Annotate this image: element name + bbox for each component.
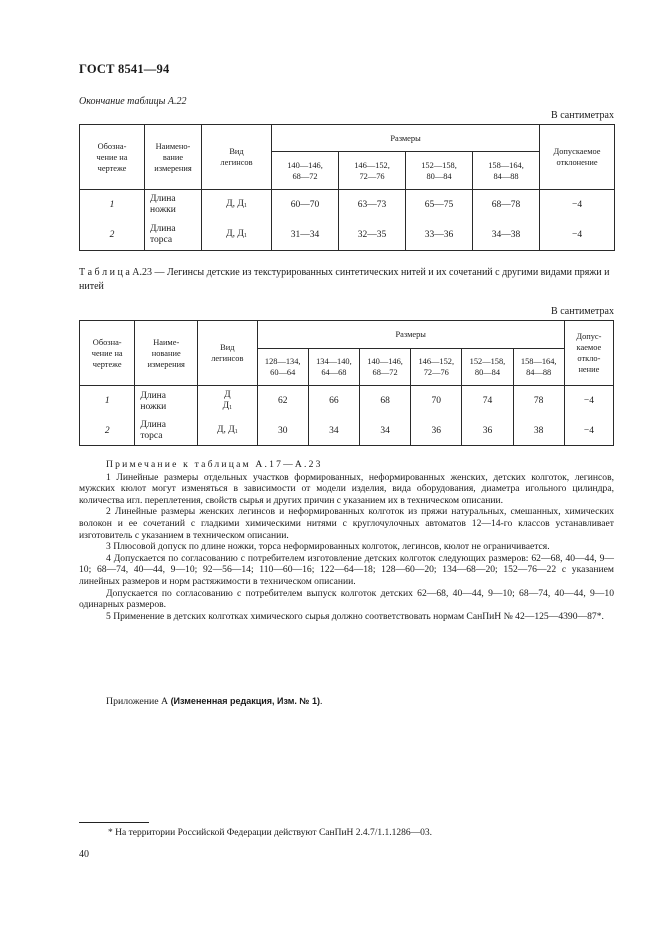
row-number: 2	[80, 418, 135, 446]
footnote: * На территории Российской Федерации действуют СанПиН 2.4.7/1.1.1286—03.	[108, 828, 433, 838]
page-number: 40	[79, 849, 89, 860]
row-type-subscript: 1	[243, 202, 247, 209]
row-type	[202, 221, 272, 251]
header-tolerance	[564, 321, 613, 386]
document-header: ГОСТ 8541—94	[79, 62, 170, 76]
row-type-text-2: Д	[222, 400, 230, 411]
row-name-text: Длина ножки	[140, 390, 167, 412]
note-paragraph: Допускается по согласованию с потребителем выпуск колготок детских 62—68, 40—44, 9—10; 68—74, 40—44, 9—10 одинарных размеров.	[79, 587, 614, 611]
size-header: 140—146, 68—72	[359, 349, 410, 386]
notes-section	[79, 459, 614, 622]
size-header: 158—164, 84—88	[513, 349, 564, 386]
table-cell: 68—78	[473, 190, 540, 221]
header-designation-text: Обозна- чение на чертеже	[96, 141, 128, 173]
table2-unit: В сантиметрах	[551, 306, 614, 317]
row-tolerance: −4	[540, 221, 615, 251]
size-header: 140—146, 68—72	[272, 152, 339, 190]
header-leggings-type	[198, 321, 258, 386]
table-cell: 34—38	[473, 221, 540, 251]
row-name	[145, 221, 202, 251]
row-name	[145, 190, 202, 221]
header-measurement-name-text: Наиме- нование измерения	[147, 337, 185, 369]
note-paragraph: 5 Применение в детских колготках химического сырья должно соответствовать нормам СанПиН № 42—125—4390—87*.	[106, 610, 604, 622]
header-measurement-name	[135, 321, 198, 386]
table-cell: 65—75	[406, 190, 473, 221]
row-name-text: Длина ножки	[150, 194, 176, 216]
table-cell: 74	[462, 386, 513, 418]
table2-caption: Т а б л и ц а А.23 — Легинсы детские из текстурированных синтетических нитей и их сочетаний с другими видами пряжи и нитей	[79, 267, 610, 292]
row-type-text: Д	[224, 389, 231, 400]
table-cell: 63—73	[339, 190, 406, 221]
row-number: 1	[80, 386, 135, 418]
header-designation	[80, 321, 135, 386]
table-cell: 78	[513, 386, 564, 418]
note-paragraph: 2 Линейные размеры женских легинсов и неформированных колготок из пряжи натуральных, смешанных, химических волокон и ее сочетаний с гладкими химическими нитями с круглочулочных автоматов 12—14-го классов устанавливает изготовитель с указанием в техническом описании.	[79, 506, 614, 541]
row-number: 1	[80, 190, 145, 221]
row-tolerance: −4	[564, 418, 613, 446]
table-cell: 66	[308, 386, 359, 418]
note-paragraph: 3 Плюсовой допуск по длине ножки, торса неформированных колготок, легинсов, кюлот не ограничивается.	[106, 541, 550, 553]
row-type-subscript: 1	[243, 232, 247, 239]
table1-unit: В сантиметрах	[551, 110, 614, 121]
row-number: 2	[80, 221, 145, 251]
table-cell: 32—35	[339, 221, 406, 251]
header-tolerance	[540, 125, 615, 190]
row-tolerance: −4	[540, 190, 615, 221]
size-header: 134—140, 64—68	[308, 349, 359, 386]
appendix-revision: (Измененная редакция, Изм. № 1)	[170, 696, 320, 706]
row-type-subscript: 1	[234, 428, 238, 435]
header-leggings-type	[202, 125, 272, 190]
row-name-text: Длина торса	[140, 420, 166, 442]
header-tolerance-text: Допускаемое отклонение	[553, 147, 601, 167]
row-tolerance: −4	[564, 386, 613, 418]
table-cell: 62	[257, 386, 308, 418]
header-leggings-type-text: Вид легинсов	[211, 343, 244, 363]
row-type	[198, 418, 258, 446]
size-header: 128—134, 60—64	[257, 349, 308, 386]
table-cell: 34	[359, 418, 410, 446]
table-cell: 70	[411, 386, 462, 418]
header-leggings-type-text: Вид легинсов	[220, 147, 253, 167]
table-cell: 30	[257, 418, 308, 446]
table-cell: 33—36	[406, 221, 473, 251]
row-name-text: Длина торса	[150, 224, 176, 246]
row-type-text: Д, Д	[216, 424, 235, 435]
note-paragraph: 1 Линейные размеры отдельных участков формированных, неформированных женских, детских колготок, легинсов, мужских кюлот могут изменяться в зависимости от модели изделия, вида оборудования, диаметра игольного цилиндра, количества игл. переплетения, свойств сырья и других причин с указанием их в техническом описании.	[79, 471, 614, 506]
table-cell: 31—34	[272, 221, 339, 251]
table-a22-end	[79, 124, 615, 251]
size-header: 152—158, 80—84	[406, 152, 473, 190]
size-header: 146—152, 72—76	[339, 152, 406, 190]
row-type	[198, 386, 258, 418]
footnote-divider	[79, 822, 149, 823]
appendix-suffix: .	[319, 696, 323, 707]
row-type	[202, 190, 272, 221]
table-cell: 36	[462, 418, 513, 446]
appendix-prefix: Приложение А	[106, 696, 171, 707]
size-header: 146—152, 72—76	[411, 349, 462, 386]
header-tolerance-text: Допус- каемое откло- нение	[576, 332, 602, 374]
table-cell: 36	[411, 418, 462, 446]
header-sizes: Размеры	[272, 125, 540, 152]
table-cell: 68	[359, 386, 410, 418]
table-a23	[79, 320, 614, 446]
row-name	[135, 386, 198, 418]
row-type-text: Д, Д	[226, 198, 244, 209]
header-designation	[80, 125, 145, 190]
row-name	[135, 418, 198, 446]
header-measurement-name-text: Наимено- вание измерения	[154, 141, 192, 173]
size-header: 152—158, 80—84	[462, 349, 513, 386]
table-cell: 38	[513, 418, 564, 446]
table-cell: 60—70	[272, 190, 339, 221]
row-type-subscript: 1	[229, 404, 233, 411]
size-header: 158—164, 84—88	[473, 152, 540, 190]
table1-caption: Окончание таблицы А.22	[79, 96, 187, 107]
appendix-reference	[106, 696, 322, 707]
row-type-text: Д, Д	[226, 228, 244, 239]
notes-title: Примечание к таблицам А.17—А.23	[106, 459, 323, 470]
table-cell: 34	[308, 418, 359, 446]
header-sizes: Размеры	[257, 321, 564, 349]
header-designation-text: Обозна- чение на чертеже	[91, 337, 123, 369]
header-measurement-name	[145, 125, 202, 190]
note-paragraph: 4 Допускается по согласованию с потребителем изготовление детских колготок следующих размеров: 62—68, 40—44, 9—10; 68—74, 40—44, 9—10; 92—56—14; 110—60—16; 122—64—18; 128—60—20; 134—68—20; 152—76—22 с указанием линейных размеров и норм растяжимости в техническом описании.	[79, 552, 614, 587]
